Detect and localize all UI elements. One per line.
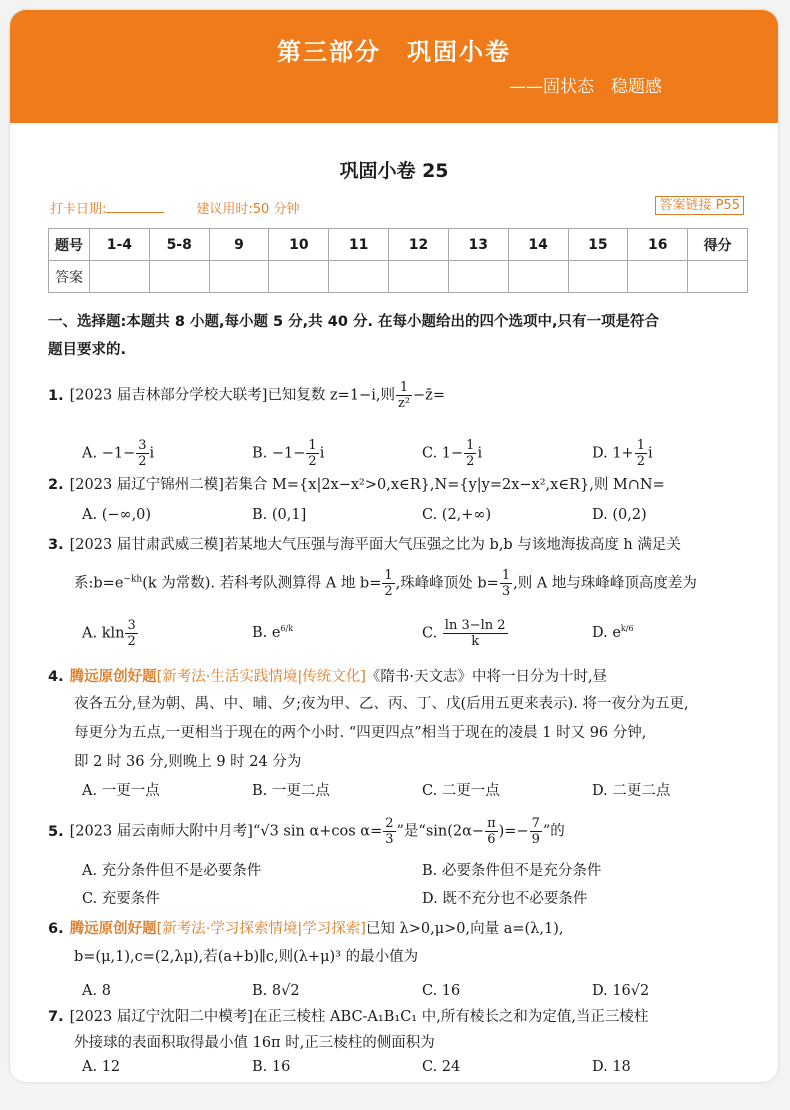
- checkin-blank: [106, 200, 164, 213]
- question-text: 在正三棱柱 ABC-A₁B₁C₁ 中,所有棱长之和为定值,当正三棱柱: [252, 1009, 649, 1025]
- table-cell: 11: [329, 229, 389, 261]
- superscript: k/6: [620, 624, 634, 633]
- answer-link[interactable]: 答案链接 P55: [655, 196, 744, 215]
- frac-den: 3: [385, 832, 394, 847]
- fraction: [125, 618, 137, 649]
- question-text: ,则 A 地与珠峰峰顶高度差为: [513, 575, 697, 592]
- answer-table: [48, 228, 748, 293]
- question-source: [2023 届云南师大附中月考]: [69, 823, 253, 840]
- question-text: ”的: [542, 823, 565, 840]
- option-d[interactable]: D. (0,2): [592, 507, 647, 523]
- checkin-label: 打卡日期:: [50, 202, 107, 217]
- option-c[interactable]: C. 二更一点: [422, 783, 500, 799]
- answer-cell[interactable]: [90, 261, 150, 293]
- question-text: −z̄=: [413, 387, 445, 404]
- option-b[interactable]: [252, 438, 324, 469]
- option-a[interactable]: A. 8: [82, 983, 111, 999]
- option-d[interactable]: D. 既不充分也不必要条件: [422, 891, 588, 907]
- question-text: 《隋书·天文志》中将一日分为十时,昼: [365, 669, 608, 685]
- question-text: b=(μ,1),c=(2,λμ),若(a+b)∥c,则(λ+μ)³ 的最小值为: [74, 949, 419, 965]
- frac-den: 2: [127, 634, 136, 649]
- option-b[interactable]: B. 16: [252, 1059, 291, 1075]
- question-text: 系:b=e: [74, 575, 124, 592]
- table-cell: 13: [448, 229, 508, 261]
- table-cell: 答案: [49, 261, 90, 293]
- answer-table-header: [49, 229, 748, 261]
- category-tag: [新考法·学习探索情境|学习探索]: [156, 921, 366, 937]
- frac-num: 1: [308, 438, 317, 453]
- question-3: [48, 534, 754, 556]
- question-text: 即 2 时 36 分,则晚上 9 时 24 分为: [74, 754, 302, 770]
- option-c[interactable]: C. 16: [422, 983, 461, 999]
- question-3-cont: [74, 568, 778, 599]
- option-c[interactable]: C. (2,+∞): [422, 507, 492, 523]
- frac-den: z²: [397, 396, 411, 411]
- frac-num: 1: [396, 380, 412, 396]
- option-a[interactable]: A. 12: [82, 1059, 121, 1075]
- frac-den: 2: [466, 454, 475, 469]
- banner-title: 第三部分 巩固小卷: [277, 38, 511, 66]
- question-text: 已知复数 z=1−i,则: [267, 387, 395, 404]
- option-a[interactable]: [82, 618, 139, 649]
- frac-den: 2: [138, 454, 147, 469]
- superscript: −kh: [123, 574, 143, 585]
- question-7: [48, 1006, 754, 1028]
- frac-den: 2: [308, 454, 317, 469]
- option-text: A. −1−: [82, 445, 136, 462]
- category-tag: [新考法·生活实践情境|传统文化]: [156, 669, 366, 685]
- question-5: [48, 816, 754, 847]
- question-number: 7.: [48, 1009, 64, 1025]
- frac-num: 1: [501, 568, 511, 583]
- answer-table-row: [49, 261, 748, 293]
- question-7-cont: [74, 1032, 778, 1054]
- option-d[interactable]: D. 16√2: [592, 983, 650, 999]
- option-text: i: [477, 445, 483, 462]
- fraction: [136, 438, 148, 469]
- question-source: [2023 届辽宁锦州二模]: [69, 477, 224, 493]
- question-number: 5.: [48, 823, 64, 840]
- question-text: 若集合 M={x|2x−x²>0,x∈R},N={y|y=2x−x²,x∈R},则 M∩N=: [223, 477, 665, 493]
- paper-title: 巩固小卷 25: [339, 160, 449, 182]
- frac-den: 9: [531, 832, 540, 847]
- option-c[interactable]: C. 充要条件: [82, 891, 160, 907]
- question-number: 6.: [48, 921, 64, 937]
- table-cell: 5-8: [149, 229, 209, 261]
- question-source: [2023 届甘肃武威三模]: [69, 537, 224, 553]
- option-b[interactable]: B. (0,1]: [252, 507, 307, 523]
- option-a[interactable]: A. 一更一点: [82, 783, 160, 799]
- question-6-cont: [74, 946, 778, 968]
- question-2: [48, 474, 754, 496]
- frac-den: 2: [636, 454, 645, 469]
- option-c[interactable]: [422, 618, 509, 649]
- question-number: 1.: [48, 387, 64, 404]
- table-cell: 题号: [49, 229, 90, 261]
- question-text: (k 为常数). 若科考队测算得 A 地 b=: [142, 575, 382, 592]
- table-cell: 9: [209, 229, 269, 261]
- question-6: [48, 918, 754, 940]
- original-tag: 腾远原创好题: [69, 921, 157, 937]
- table-cell: 16: [628, 229, 688, 261]
- fraction: [396, 380, 412, 411]
- table-cell: 1-4: [90, 229, 150, 261]
- option-d[interactable]: [592, 438, 653, 469]
- section-line: 题目要求的.: [48, 342, 127, 358]
- question-source: [2023 届辽宁沈阳二中模考]: [69, 1009, 253, 1025]
- question-text: 每更分为五点,一更相当于现在的两个小时. “四更四点”相当于现在的凌晨 1 时又 96 分钟,: [74, 725, 647, 741]
- option-d[interactable]: D. 18: [592, 1059, 631, 1075]
- question-text: 若某地大气压强与海平面大气压强之比为 b,b 与该地海拔高度 h 满足关: [223, 537, 681, 553]
- option-a[interactable]: A. 充分条件但不是必要条件: [82, 863, 262, 879]
- table-cell: 15: [568, 229, 628, 261]
- question-text: ,珠峰峰顶处 b=: [395, 575, 499, 592]
- question-4-body: [74, 690, 754, 777]
- option-b[interactable]: [252, 618, 293, 644]
- question-text: 外接球的表面积取得最小值 16π 时,正三棱柱的侧面积为: [74, 1035, 435, 1051]
- fraction: [485, 816, 498, 847]
- table-cell: 12: [389, 229, 449, 261]
- meta-line: [50, 198, 299, 217]
- frac-num: 1: [466, 438, 475, 453]
- frac-num: π: [487, 816, 496, 831]
- table-cell: 得分: [688, 229, 748, 261]
- table-cell: 14: [508, 229, 568, 261]
- fraction: [383, 816, 395, 847]
- exam-page: [10, 10, 778, 1082]
- answer-cell[interactable]: [448, 261, 508, 293]
- option-d[interactable]: [592, 618, 634, 644]
- fraction: [635, 438, 647, 469]
- answer-cell[interactable]: [628, 261, 688, 293]
- question-text: “√3 sin α+cos α=: [252, 823, 383, 840]
- section-line: 一、选择题:本题共 8 小题,每小题 5 分,共 40 分. 在每小题给出的四个选项中,只有一项是符合: [48, 314, 660, 330]
- question-4: [48, 666, 754, 688]
- frac-num: 1: [384, 568, 393, 583]
- option-text: A. kln: [82, 625, 125, 642]
- fraction: [464, 438, 476, 469]
- fraction: [306, 438, 318, 469]
- question-number: 2.: [48, 477, 64, 493]
- answer-cell[interactable]: [209, 261, 269, 293]
- fraction: [530, 816, 542, 847]
- section-heading: [48, 308, 752, 364]
- option-b[interactable]: B. 一更二点: [252, 783, 330, 799]
- option-text: C. 1−: [422, 445, 464, 462]
- question-text: 夜各五分,昼为朝、禺、中、晡、夕;夜为甲、乙、丙、丁、戊(后用五更来表示). 将一夜分为五更,: [74, 696, 689, 712]
- fraction: [382, 568, 394, 599]
- question-text: ”是“sin(2α−: [396, 823, 485, 840]
- option-text: i: [149, 445, 155, 462]
- question-number: 4.: [48, 669, 64, 685]
- original-tag: 腾远原创好题: [69, 669, 157, 685]
- option-text: B. e: [252, 624, 281, 641]
- option-text: D. 1+: [592, 445, 634, 462]
- option-d[interactable]: D. 二更二点: [592, 783, 671, 799]
- question-text: )=−: [498, 823, 529, 840]
- answer-cell[interactable]: [568, 261, 628, 293]
- option-text: i: [319, 445, 325, 462]
- option-b[interactable]: B. 8√2: [252, 983, 300, 999]
- option-a[interactable]: A. (−∞,0): [82, 507, 152, 523]
- frac-den: 6: [487, 832, 496, 847]
- question-1: [48, 380, 754, 411]
- option-b[interactable]: B. 必要条件但不是充分条件: [422, 863, 602, 879]
- option-text: B. −1−: [252, 445, 306, 462]
- option-c[interactable]: C. 24: [422, 1059, 461, 1075]
- option-text: C.: [422, 625, 438, 642]
- answer-cell[interactable]: [508, 261, 568, 293]
- frac-num: 1: [636, 438, 645, 453]
- option-c[interactable]: [422, 438, 482, 469]
- option-text: D. e: [592, 624, 621, 641]
- frac-num: 2: [385, 816, 394, 831]
- table-cell: 10: [269, 229, 329, 261]
- fraction: [500, 568, 512, 599]
- fraction: [443, 618, 508, 649]
- answer-cell[interactable]: [389, 261, 449, 293]
- frac-num: 3: [127, 618, 136, 633]
- frac-num: 3: [138, 438, 147, 453]
- time-label: 建议用时:50 分钟: [196, 202, 300, 217]
- frac-den: 3: [501, 584, 511, 599]
- frac-num: ln 3−ln 2: [444, 618, 506, 633]
- option-text: i: [647, 445, 653, 462]
- option-a[interactable]: [82, 438, 154, 469]
- frac-den: 2: [384, 584, 393, 599]
- frac-num: 7: [531, 816, 540, 831]
- superscript: 6/k: [280, 624, 294, 633]
- frac-den: k: [471, 634, 480, 649]
- section-banner: [10, 10, 778, 123]
- answer-cell[interactable]: [688, 261, 748, 293]
- question-source: [2023 届吉林部分学校大联考]: [69, 387, 268, 404]
- answer-cell[interactable]: [329, 261, 389, 293]
- question-text: 已知 λ>0,μ>0,向量 a=(λ,1),: [365, 921, 564, 937]
- question-number: 3.: [48, 537, 64, 553]
- banner-subtitle: ——固状态 稳题感: [509, 77, 662, 97]
- answer-cell[interactable]: [269, 261, 329, 293]
- answer-cell[interactable]: [149, 261, 209, 293]
